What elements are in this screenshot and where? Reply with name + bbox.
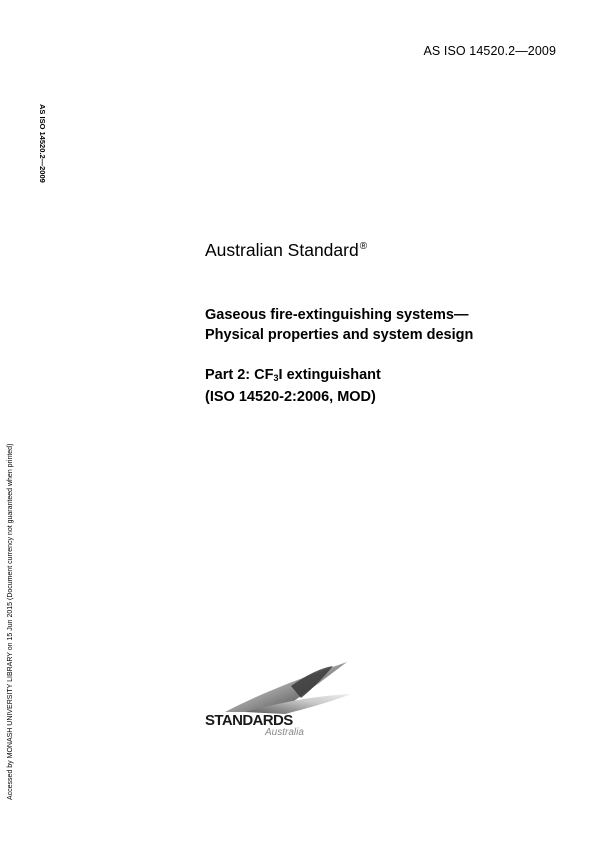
logo-sub-text: Australia bbox=[265, 727, 304, 738]
access-note bbox=[4, 380, 16, 800]
logo-main-text: STANDARDS bbox=[205, 712, 293, 729]
standards-australia-logo bbox=[205, 656, 355, 746]
title-line-1: Gaseous fire-extinguishing systems— bbox=[205, 307, 469, 323]
part-line-1 bbox=[205, 366, 381, 388]
access-note-text: Accessed by MONASH UNIVERSITY LIBRARY on 15 Jun 2015 (Document currency not guaranteed when printed) bbox=[7, 443, 14, 800]
standard-label-text: Australian Standard bbox=[205, 240, 359, 260]
part-line-2: (ISO 14520-2:2006, MOD) bbox=[205, 389, 376, 405]
document-code: AS ISO 14520.2—2009 bbox=[423, 44, 556, 58]
logo-swoosh-icon bbox=[205, 656, 355, 716]
document-title bbox=[205, 305, 473, 345]
part-subscript: 3 bbox=[273, 373, 279, 383]
part-prefix: Part 2: CF bbox=[205, 367, 274, 383]
registered-mark: ® bbox=[359, 241, 368, 252]
standard-label bbox=[205, 240, 367, 261]
spine-text: AS ISO 14520.2—2009 bbox=[38, 104, 47, 183]
title-line-2: Physical properties and system design bbox=[205, 327, 474, 343]
spine-label bbox=[35, 104, 47, 214]
part-title bbox=[205, 366, 381, 407]
part-suffix: I extinguishant bbox=[278, 367, 381, 383]
